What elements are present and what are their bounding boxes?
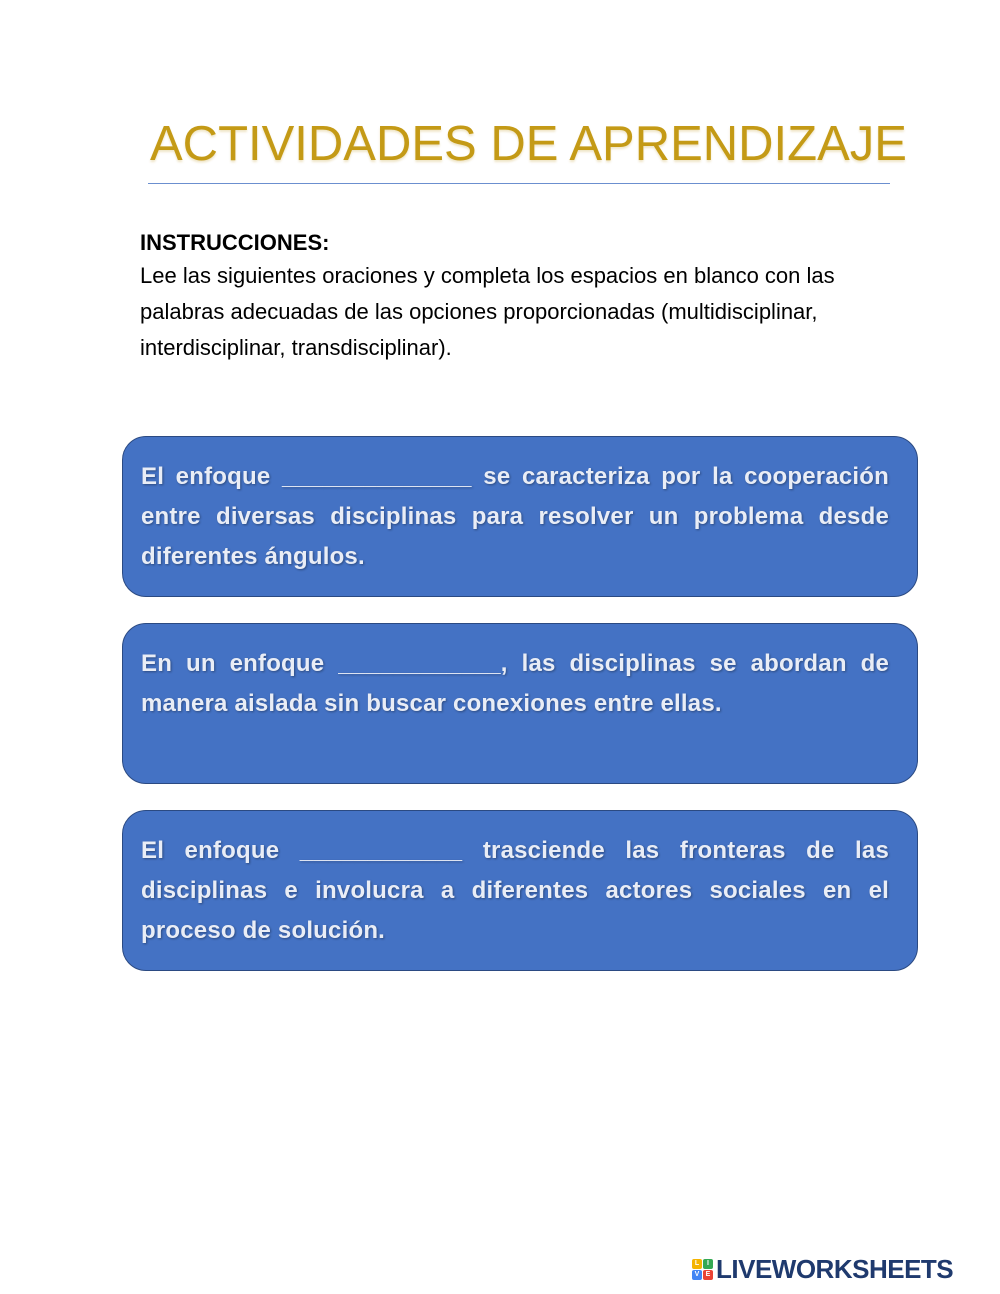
sentence-card-3 <box>122 810 918 971</box>
title-underline <box>148 183 890 184</box>
sentence-text-3: El enfoque ____________ trasciende las fronteras de las disciplinas e involucra a diferentes actores sociales en el proceso de solución. <box>141 837 889 944</box>
instructions-heading: INSTRUCCIONES: <box>140 230 330 255</box>
sentence-text-2: En un enfoque ____________, las disciplinas se abordan de manera aislada sin buscar conexiones entre ellas. <box>141 650 889 717</box>
sentence-card-1 <box>122 436 918 597</box>
liveworksheets-logo-icon <box>692 1259 713 1280</box>
brand-name: LIVEWORKSHEETS <box>716 1254 954 1284</box>
instructions-text: Lee las siguientes oraciones y completa los espacios en blanco con las palabras adecuadas de las opciones proporcionadas (multidisciplinar, interdisciplinar, transdisciplinar). <box>140 263 835 360</box>
logo-tile-3: V <box>692 1270 702 1280</box>
instructions-block <box>140 228 900 366</box>
logo-tile-2: I <box>703 1259 713 1269</box>
logo-tile-4: E <box>703 1270 713 1280</box>
sentence-text-1: El enfoque ______________ se caracteriza por la cooperación entre diversas disciplinas para resolver un problema desde diferentes ángulos. <box>141 463 889 570</box>
page-title: ACTIVIDADES DE APRENDIZAJE <box>150 117 907 171</box>
sentence-card-2 <box>122 623 918 784</box>
liveworksheets-brand <box>692 1256 953 1282</box>
logo-tile-1: L <box>692 1259 702 1269</box>
